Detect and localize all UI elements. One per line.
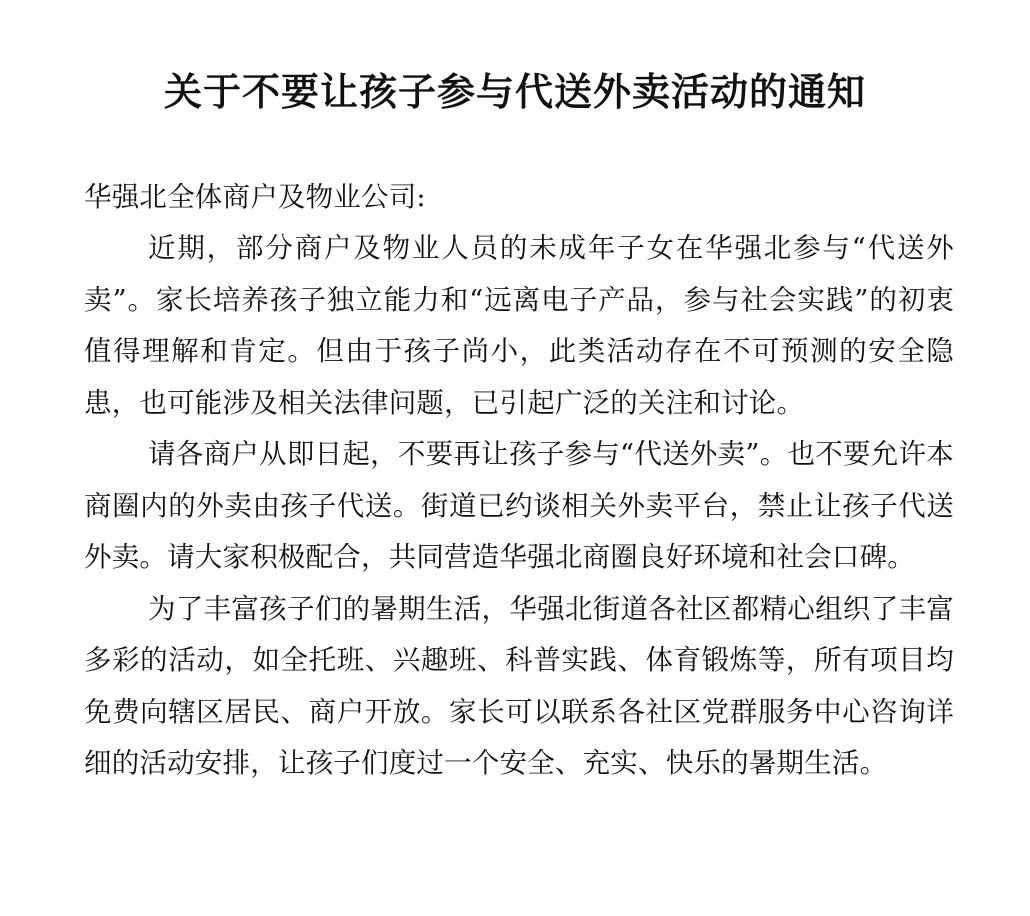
paragraph-3: 为了丰富孩子们的暑期生活，华强北街道各社区都精心组织了丰富多彩的活动，如全托班、兴趣班、科普实践、体育锻炼等，所有项目均免费向辖区居民、商户开放。家长可以联系各社区党群服务中心咨询详细的活动安排，让孩子们度过一个安全、充实、快乐的暑期生活。 [84, 592, 954, 779]
salutation: 华强北全体商户及物业公司: [84, 181, 426, 213]
document-title: 关于不要让孩子参与代送外卖活动的通知 [163, 69, 866, 114]
paragraph-2: 请各商户从即日起，不要再让孩子参与“代送外卖”。也不要允许本商圈内的外卖由孩子代送。街道已约谈相关外卖平台，禁止让孩子代送外卖。请大家积极配合，共同营造华强北商圈良好环境和社会口碑。 [84, 438, 954, 573]
document-body [84, 223, 954, 790]
paragraph-1: 近期，部分商户及物业人员的未成年子女在华强北参与“代送外卖”。家长培养孩子独立能力和“远离电子产品，参与社会实践”的初衷值得理解和肯定。但由于孩子尚小，此类活动存在不可预测的安全隐患，也可能涉及相关法律问题，已引起广泛的关注和讨论。 [84, 232, 954, 419]
